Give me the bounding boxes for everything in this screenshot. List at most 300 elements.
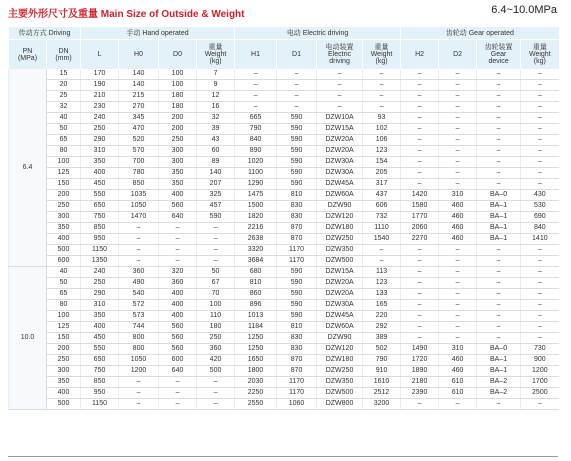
table-cell: – <box>363 91 401 102</box>
table-cell: 830 <box>277 201 317 212</box>
table-cell: 200 <box>47 190 81 201</box>
table-cell: 1250 <box>235 333 277 344</box>
table-cell: – <box>401 157 439 168</box>
table-cell: 810 <box>277 322 317 333</box>
table-cell: 910 <box>363 366 401 377</box>
table-cell: – <box>477 124 521 135</box>
table-cell: 1820 <box>235 212 277 223</box>
table-cell: 165 <box>363 300 401 311</box>
table-row <box>9 80 559 91</box>
table-cell: – <box>119 234 159 245</box>
table-cell: 1770 <box>401 212 439 223</box>
table-cell: 840 <box>521 223 559 234</box>
table-cell: 1020 <box>235 157 277 168</box>
table-cell: 400 <box>159 311 197 322</box>
table-cell: 457 <box>197 201 235 212</box>
table-cell: 102 <box>363 124 401 135</box>
table-cell: DZW15A <box>317 124 363 135</box>
table-cell: 550 <box>81 190 119 201</box>
table-cell: 389 <box>363 333 401 344</box>
table-cell: 250 <box>47 355 81 366</box>
table-cell: 39 <box>197 124 235 135</box>
table-cell: 572 <box>119 300 159 311</box>
table-cell: 360 <box>197 344 235 355</box>
table-cell: – <box>477 146 521 157</box>
table-cell: 750 <box>81 366 119 377</box>
table-cell: – <box>197 223 235 234</box>
table-cell: 450 <box>81 333 119 344</box>
table-cell: 2500 <box>521 388 559 399</box>
table-cell: 240 <box>81 113 119 124</box>
table-cell: 460 <box>439 366 477 377</box>
table-row <box>9 179 559 190</box>
table-cell: 500 <box>47 399 81 410</box>
table-row <box>9 256 559 267</box>
table-cell: 2638 <box>235 234 277 245</box>
table-cell: – <box>401 267 439 278</box>
table-cell: – <box>521 245 559 256</box>
table-cell: – <box>159 234 197 245</box>
table-cell: 540 <box>119 289 159 300</box>
table-cell: 350 <box>47 377 81 388</box>
table-cell: 1420 <box>401 190 439 201</box>
table-cell: – <box>401 245 439 256</box>
table-cell: – <box>477 322 521 333</box>
table-cell: – <box>439 146 477 157</box>
table-cell: 1200 <box>119 366 159 377</box>
table-cell: 154 <box>363 157 401 168</box>
table-cell: – <box>363 69 401 80</box>
table-cell: – <box>401 80 439 91</box>
table-cell: 590 <box>277 267 317 278</box>
table-cell: – <box>159 223 197 234</box>
table-cell: – <box>277 102 317 113</box>
table-cell: DZW250 <box>317 366 363 377</box>
table-cell: 80 <box>47 300 81 311</box>
table-cell: 170 <box>81 69 119 80</box>
table-cell: 1110 <box>363 223 401 234</box>
table-cell: BA–2 <box>477 388 521 399</box>
table-body <box>9 69 559 410</box>
table-cell: 300 <box>47 212 81 223</box>
table-cell: 590 <box>197 212 235 223</box>
table-cell: DZW180 <box>317 355 363 366</box>
table-cell: – <box>159 388 197 399</box>
table-cell: – <box>439 69 477 80</box>
table-cell: 490 <box>119 278 159 289</box>
table-cell: 560 <box>159 201 197 212</box>
table-cell: 560 <box>159 333 197 344</box>
table-cell: – <box>521 69 559 80</box>
table-cell: 950 <box>81 388 119 399</box>
table-cell: 610 <box>439 388 477 399</box>
table-cell: 1184 <box>235 322 277 333</box>
table-cell: 50 <box>197 267 235 278</box>
table-row <box>9 267 559 278</box>
table-cell: – <box>439 102 477 113</box>
table-cell: 350 <box>159 168 197 179</box>
column-header: H1 <box>235 40 277 70</box>
table-cell: – <box>401 333 439 344</box>
table-row <box>9 91 559 102</box>
table-cell: – <box>439 124 477 135</box>
table-cell: 70 <box>197 289 235 300</box>
table-cell: 870 <box>277 234 317 245</box>
table-cell: 67 <box>197 278 235 289</box>
table-cell: 1890 <box>401 366 439 377</box>
table-cell: 106 <box>363 135 401 146</box>
table-cell: 2216 <box>235 223 277 234</box>
table-cell: – <box>521 135 559 146</box>
column-header: 重量 Weight (kg) <box>197 40 235 70</box>
table-cell: 1170 <box>277 377 317 388</box>
table-cell: 1060 <box>277 399 317 410</box>
table-cell: – <box>521 333 559 344</box>
table-cell: – <box>439 168 477 179</box>
table-cell: 460 <box>439 223 477 234</box>
table-cell: 420 <box>197 355 235 366</box>
table-cell: BA–1 <box>477 223 521 234</box>
table-cell: – <box>477 69 521 80</box>
table-cell: – <box>401 69 439 80</box>
table-cell: 460 <box>439 201 477 212</box>
table-cell: – <box>401 179 439 190</box>
table-cell: 140 <box>197 168 235 179</box>
table-cell: 9 <box>197 80 235 91</box>
table-cell: 200 <box>159 124 197 135</box>
table-cell: – <box>401 135 439 146</box>
table-cell: 400 <box>81 168 119 179</box>
table-cell: 60 <box>197 146 235 157</box>
table-cell: DZW800 <box>317 399 363 410</box>
table-cell: 113 <box>363 267 401 278</box>
table-cell: – <box>521 289 559 300</box>
table-cell: – <box>521 80 559 91</box>
table-cell: 400 <box>81 322 119 333</box>
table-cell: 600 <box>159 355 197 366</box>
table-cell: 40 <box>47 113 81 124</box>
table-cell: 80 <box>47 146 81 157</box>
table-cell: 520 <box>119 135 159 146</box>
table-cell: 2030 <box>235 377 277 388</box>
table-cell: 125 <box>47 168 81 179</box>
table-cell: – <box>477 102 521 113</box>
table-cell: BA–1 <box>477 201 521 212</box>
table-cell: DZW350 <box>317 245 363 256</box>
table-cell: 100 <box>47 311 81 322</box>
table-cell: – <box>439 157 477 168</box>
pressure-range: 6.4~10.0MPa <box>491 4 557 16</box>
table-cell: 450 <box>81 179 119 190</box>
table-row <box>9 168 559 179</box>
table-cell: 400 <box>47 388 81 399</box>
table-cell: DZW90 <box>317 333 363 344</box>
table-cell: – <box>439 300 477 311</box>
table-row <box>9 124 559 135</box>
table-cell: 437 <box>363 190 401 201</box>
table-cell: 190 <box>81 80 119 91</box>
group-header-electric: 电动 Electric driving <box>235 27 401 40</box>
table-cell: – <box>521 168 559 179</box>
table-cell: – <box>477 245 521 256</box>
table-cell: 292 <box>363 322 401 333</box>
table-cell: 550 <box>81 344 119 355</box>
table-cell: – <box>401 124 439 135</box>
table-cell: 1100 <box>235 168 277 179</box>
table-cell: 810 <box>235 278 277 289</box>
table-cell: 1350 <box>81 256 119 267</box>
table-cell: – <box>521 102 559 113</box>
bottom-rule <box>8 456 558 457</box>
table-cell: 205 <box>363 168 401 179</box>
table-cell: – <box>521 146 559 157</box>
table-cell: 133 <box>363 289 401 300</box>
table-cell: – <box>439 135 477 146</box>
table-cell: DZW120 <box>317 344 363 355</box>
table-row <box>9 223 559 234</box>
table-cell: 570 <box>119 146 159 157</box>
table-cell: 950 <box>81 234 119 245</box>
table-cell: 870 <box>277 366 317 377</box>
table-cell: 896 <box>235 300 277 311</box>
table-cell: – <box>521 399 559 410</box>
table-cell: DZW90 <box>317 201 363 212</box>
table-cell: DZW350 <box>317 377 363 388</box>
table-row <box>9 69 559 80</box>
table-cell: 350 <box>81 157 119 168</box>
table-cell: DZW180 <box>317 223 363 234</box>
column-header: L <box>81 40 119 70</box>
table-cell: – <box>439 311 477 322</box>
table-cell: – <box>235 69 277 80</box>
table-cell: 1170 <box>277 245 317 256</box>
table-cell: – <box>401 102 439 113</box>
table-cell: 290 <box>81 135 119 146</box>
table-cell: 900 <box>521 355 559 366</box>
table-cell: 180 <box>159 91 197 102</box>
table-row <box>9 300 559 311</box>
table-cell: 850 <box>81 223 119 234</box>
table-cell: 590 <box>277 179 317 190</box>
table-cell: – <box>119 377 159 388</box>
column-header: DN (mm) <box>47 40 81 70</box>
table-cell: 750 <box>81 212 119 223</box>
table-cell: 1170 <box>277 388 317 399</box>
table-cell: 1050 <box>119 355 159 366</box>
table-cell: – <box>477 267 521 278</box>
table-cell: – <box>521 124 559 135</box>
table-cell: 744 <box>119 322 159 333</box>
table-cell: – <box>317 91 363 102</box>
table-cell: 460 <box>439 212 477 223</box>
table-cell: – <box>235 91 277 102</box>
table-cell: – <box>401 146 439 157</box>
table-cell: 3200 <box>363 399 401 410</box>
table-cell: 300 <box>159 157 197 168</box>
table-cell: 1470 <box>119 212 159 223</box>
column-header: D2 <box>439 40 477 70</box>
table-cell: – <box>439 245 477 256</box>
table-cell: 1290 <box>235 179 277 190</box>
table-cell: – <box>277 69 317 80</box>
table-cell: DZW60A <box>317 190 363 201</box>
table-cell: 2250 <box>235 388 277 399</box>
table-cell: BA–2 <box>477 377 521 388</box>
table-row <box>9 146 559 157</box>
table-cell: 790 <box>363 355 401 366</box>
size-weight-table <box>8 27 559 410</box>
table-cell: 310 <box>81 300 119 311</box>
table-cell: 2180 <box>401 377 439 388</box>
table-cell: 240 <box>81 267 119 278</box>
table-cell: 590 <box>277 135 317 146</box>
table-cell: 650 <box>81 355 119 366</box>
table-cell: 40 <box>47 267 81 278</box>
table-row <box>9 201 559 212</box>
table-cell: 870 <box>277 223 317 234</box>
table-cell: DZW250 <box>317 234 363 245</box>
table-cell: – <box>401 113 439 124</box>
group-header-gear: 齿轮动 Gear operated <box>401 27 559 40</box>
table-cell: 100 <box>197 300 235 311</box>
table-cell: DZW500 <box>317 388 363 399</box>
table-cell: BA–1 <box>477 366 521 377</box>
table-cell: BA–0 <box>477 344 521 355</box>
table-cell: – <box>197 234 235 245</box>
table-cell: DZW20A <box>317 289 363 300</box>
table-cell: 730 <box>521 344 559 355</box>
table-cell: – <box>159 256 197 267</box>
table-cell: 180 <box>159 102 197 113</box>
table-cell: 345 <box>119 113 159 124</box>
table-cell: 50 <box>47 278 81 289</box>
table-cell: – <box>439 333 477 344</box>
table-cell: – <box>439 267 477 278</box>
pn-cell: 6.4 <box>9 69 47 267</box>
table-cell: 2550 <box>235 399 277 410</box>
table-cell: – <box>119 223 159 234</box>
table-cell: 125 <box>47 322 81 333</box>
table-cell: 460 <box>439 355 477 366</box>
table-row <box>9 366 559 377</box>
table-cell: 350 <box>159 179 197 190</box>
table-cell: DZW15A <box>317 267 363 278</box>
table-cell: 123 <box>363 146 401 157</box>
table-cell: 500 <box>47 245 81 256</box>
table-cell: BA–1 <box>477 212 521 223</box>
table-cell: – <box>521 322 559 333</box>
table-cell: 850 <box>81 377 119 388</box>
table-cell: 600 <box>47 256 81 267</box>
table-cell: – <box>317 69 363 80</box>
table-cell: 150 <box>47 179 81 190</box>
table-cell: 200 <box>47 344 81 355</box>
table-cell: – <box>401 300 439 311</box>
table-cell: – <box>159 245 197 256</box>
table-cell: 250 <box>197 333 235 344</box>
table-cell: – <box>477 289 521 300</box>
table-cell: – <box>363 245 401 256</box>
table-cell: 89 <box>197 157 235 168</box>
table-cell: 690 <box>521 212 559 223</box>
column-header: D1 <box>277 40 317 70</box>
table-cell: 210 <box>81 91 119 102</box>
table-cell: 2512 <box>363 388 401 399</box>
column-header: H0 <box>119 40 159 70</box>
table-cell: 500 <box>197 366 235 377</box>
table-cell: 16 <box>197 102 235 113</box>
table-cell: – <box>197 399 235 410</box>
table-cell: – <box>439 399 477 410</box>
table-cell: 780 <box>119 168 159 179</box>
table-cell: 180 <box>197 322 235 333</box>
table-row <box>9 278 559 289</box>
table-cell: BA–1 <box>477 234 521 245</box>
table-cell: – <box>477 179 521 190</box>
column-header: 齿轮装置 Gear device <box>477 40 521 70</box>
table-cell: – <box>477 333 521 344</box>
table-cell: 890 <box>235 146 277 157</box>
table-cell: – <box>477 80 521 91</box>
table-cell: 310 <box>439 190 477 201</box>
table-cell: – <box>197 377 235 388</box>
table-cell: 350 <box>47 223 81 234</box>
table-cell: 7 <box>197 69 235 80</box>
table-cell: DZW45A <box>317 311 363 322</box>
table-cell: 100 <box>159 80 197 91</box>
table-cell: 300 <box>47 366 81 377</box>
table-cell: BA–0 <box>477 190 521 201</box>
table-cell: 1013 <box>235 311 277 322</box>
table-cell: – <box>477 135 521 146</box>
table-cell: 3684 <box>235 256 277 267</box>
table-cell: – <box>477 311 521 322</box>
table-cell: 610 <box>439 377 477 388</box>
table-cell: 123 <box>363 278 401 289</box>
table-cell: 2060 <box>401 223 439 234</box>
table-cell: – <box>477 278 521 289</box>
table-cell: 1500 <box>235 201 277 212</box>
table-row <box>9 212 559 223</box>
table-cell: 1050 <box>119 201 159 212</box>
table-row <box>9 190 559 201</box>
table-cell: – <box>477 399 521 410</box>
table-row <box>9 388 559 399</box>
table-cell: 325 <box>197 190 235 201</box>
table-cell: 573 <box>119 311 159 322</box>
table-row <box>9 399 559 410</box>
table-cell: 732 <box>363 212 401 223</box>
table-cell: 360 <box>119 267 159 278</box>
table-cell: – <box>119 388 159 399</box>
table-cell: – <box>401 278 439 289</box>
table-cell: – <box>401 256 439 267</box>
table-cell: – <box>477 256 521 267</box>
table-cell: – <box>277 91 317 102</box>
table-row <box>9 355 559 366</box>
table-cell: – <box>521 157 559 168</box>
table-cell: 860 <box>235 289 277 300</box>
table-cell: – <box>439 91 477 102</box>
table-cell: 470 <box>119 124 159 135</box>
table-row <box>9 245 559 256</box>
table-cell: – <box>521 113 559 124</box>
table-cell: 850 <box>119 179 159 190</box>
table-cell: – <box>521 91 559 102</box>
table-cell: 300 <box>159 146 197 157</box>
table-cell: – <box>119 245 159 256</box>
table-cell: 700 <box>119 157 159 168</box>
